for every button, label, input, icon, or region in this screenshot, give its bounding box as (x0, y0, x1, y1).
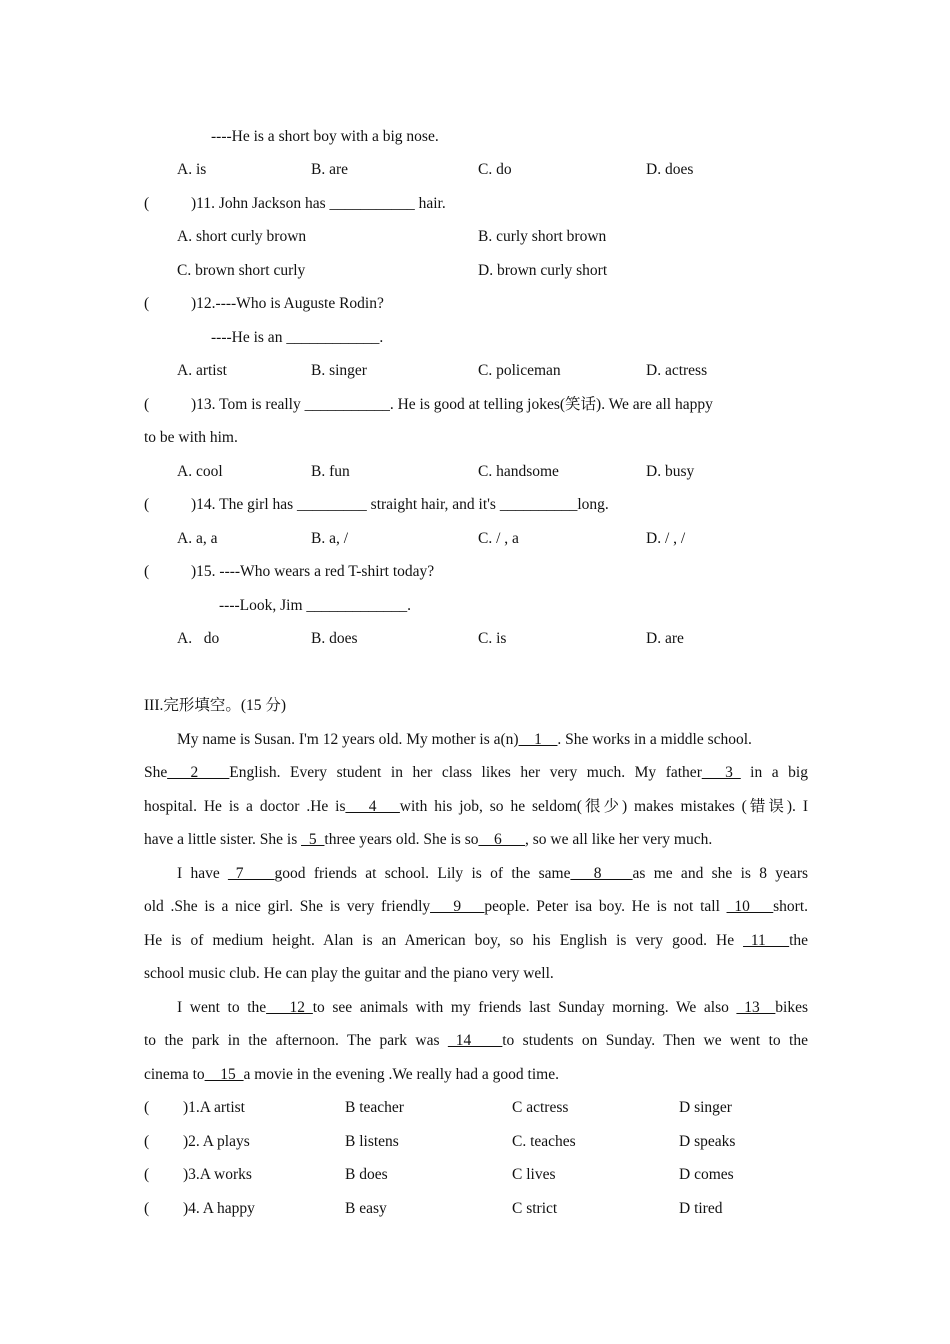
item-3-paren: ( (144, 1166, 150, 1183)
item-1-paren: ( (144, 1099, 150, 1116)
q12-option-d: D. actress (646, 362, 708, 379)
item-1-option-b: B teacher (345, 1099, 404, 1116)
q14-option-d: D. / , / (646, 530, 686, 547)
p1-line-1: My name is Susan. I'm 12 years old. My mother is a(n)__1__. She works in a middle school. (177, 731, 752, 748)
item-1-option-a: )1.A artist (183, 1099, 245, 1116)
q14-stem: )14. The girl has _________ straight hair, and it's __________long. (191, 496, 609, 513)
q14-option-a: A. a, a (177, 530, 218, 547)
q13-option-a: A. cool (177, 463, 223, 480)
q14-option-b: B. a, / (311, 530, 349, 547)
blank-1: __1__ (518, 731, 558, 748)
item-4-option-d: D tired (679, 1200, 723, 1217)
item-3-option-d: D comes (679, 1166, 734, 1183)
p1-line-4: have a little sister. She is _5_three years old. She is so__6___, so we all like her very much. (144, 831, 713, 848)
p1-line-2: She___2____English. Every student in her class likes her very much. My father___3_ in a big (144, 764, 808, 781)
item-2-option-a: )2. A plays (183, 1133, 250, 1150)
q11-option-b: B. curly short brown (478, 228, 607, 245)
q11-option-c: C. brown short curly (177, 262, 306, 279)
q11-option-a: A. short curly brown (177, 228, 307, 245)
p2-line-2: old .She is a nice girl. She is very friendly___9___people. Peter isa boy. He is not tall _10___short. (144, 898, 808, 915)
q10-option-b: B. are (311, 161, 349, 178)
q13-stem: )13. Tom is really ___________. He is good at telling jokes(笑话). We are all happy (191, 396, 713, 413)
blank-12: ___12_ (266, 999, 313, 1016)
blank-15: __15_ (204, 1066, 244, 1083)
q13-option-d: D. busy (646, 463, 695, 480)
q15-answer-line: ----Look, Jim _____________. (219, 597, 412, 614)
q10-answer-line: ----He is a short boy with a big nose. (211, 128, 439, 145)
blank-9: ___9___ (430, 898, 485, 915)
q10-option-c: C. do (478, 161, 512, 178)
q12-option-b: B. singer (311, 362, 367, 379)
item-2-option-c: C. teaches (512, 1133, 576, 1150)
blank-3: ___3_ (701, 764, 741, 781)
blank-6: __6___ (478, 831, 525, 848)
blank-4: ___4___ (345, 798, 400, 815)
q10-option-d: D. does (646, 161, 694, 178)
q15-option-d: D. are (646, 630, 684, 647)
item-1-option-c: C actress (512, 1099, 569, 1116)
q12-answer-line: ----He is an ____________. (211, 329, 384, 346)
item-3-option-a: )3.A works (183, 1166, 252, 1183)
item-4-option-b: B easy (345, 1200, 387, 1217)
q12-paren: ( (144, 295, 150, 312)
p2-line-1: I have _7____good friends at school. Lily is of the same___8____as me and she is 8 years (177, 865, 809, 882)
blank-8: ___8____ (570, 865, 633, 882)
q14-option-c: C. / , a (478, 530, 519, 547)
item-3-option-b: B does (345, 1166, 388, 1183)
item-3-option-c: C lives (512, 1166, 556, 1183)
q12-option-a: A. artist (177, 362, 227, 379)
blank-14: _14____ (447, 1032, 503, 1049)
p1-line-3: hospital. He is a doctor .He is___4___with his job, so he seldom(很少) makes mistakes (错误). I (144, 798, 808, 815)
q15-option-c: C. is (478, 630, 507, 647)
p2-line-3: He is of medium height. Alan is an American boy, so his English is very good. He _11___the (144, 932, 808, 949)
section-heading: III.完形填空。(15 分) (144, 697, 287, 714)
q14-paren: ( (144, 496, 150, 513)
q15-stem: )15. ----Who wears a red T-shirt today? (191, 563, 435, 580)
p3-line-1: I went to the___12_to see animals with my friends last Sunday morning. We also _13__bikes (177, 999, 808, 1016)
q12-stem: )12.----Who is Auguste Rodin? (191, 295, 384, 312)
item-4-option-c: C strict (512, 1200, 558, 1217)
q15-paren: ( (144, 563, 150, 580)
p3-line-3: cinema to__15_a movie in the evening .We really had a good time. (144, 1066, 559, 1083)
q13-option-b: B. fun (311, 463, 350, 480)
item-2-option-d: D speaks (679, 1133, 736, 1150)
q10-option-a: A. is (177, 161, 207, 178)
blank-13: _13__ (736, 999, 776, 1016)
item-4-option-a: )4. A happy (183, 1200, 255, 1217)
item-1-option-d: D singer (679, 1099, 732, 1116)
q12-option-c: C. policeman (478, 362, 561, 379)
p3-line-2: to the park in the afternoon. The park was _14____to students on Sunday. Then we went to the (144, 1032, 808, 1049)
blank-5: _5_ (301, 831, 325, 848)
q15-option-b: B. does (311, 630, 358, 647)
p2-line-4: school music club. He can play the guitar and the piano very well. (144, 965, 554, 982)
q15-option-a: A. do (177, 630, 220, 647)
item-2-paren: ( (144, 1133, 150, 1150)
q11-paren: ( (144, 195, 150, 212)
q11-option-d: D. brown curly short (478, 262, 608, 279)
q11-stem: )11. John Jackson has ___________ hair. (191, 195, 446, 212)
q13-paren: ( (144, 396, 150, 413)
item-4-paren: ( (144, 1200, 150, 1217)
blank-11: _11___ (743, 932, 790, 949)
q13-stem-continued: to be with him. (144, 429, 238, 446)
q13-option-c: C. handsome (478, 463, 559, 480)
blank-10: _10___ (726, 898, 774, 915)
blank-7: _7____ (228, 865, 275, 882)
item-2-option-b: B listens (345, 1133, 399, 1150)
blank-2: ___2____ (167, 764, 230, 781)
